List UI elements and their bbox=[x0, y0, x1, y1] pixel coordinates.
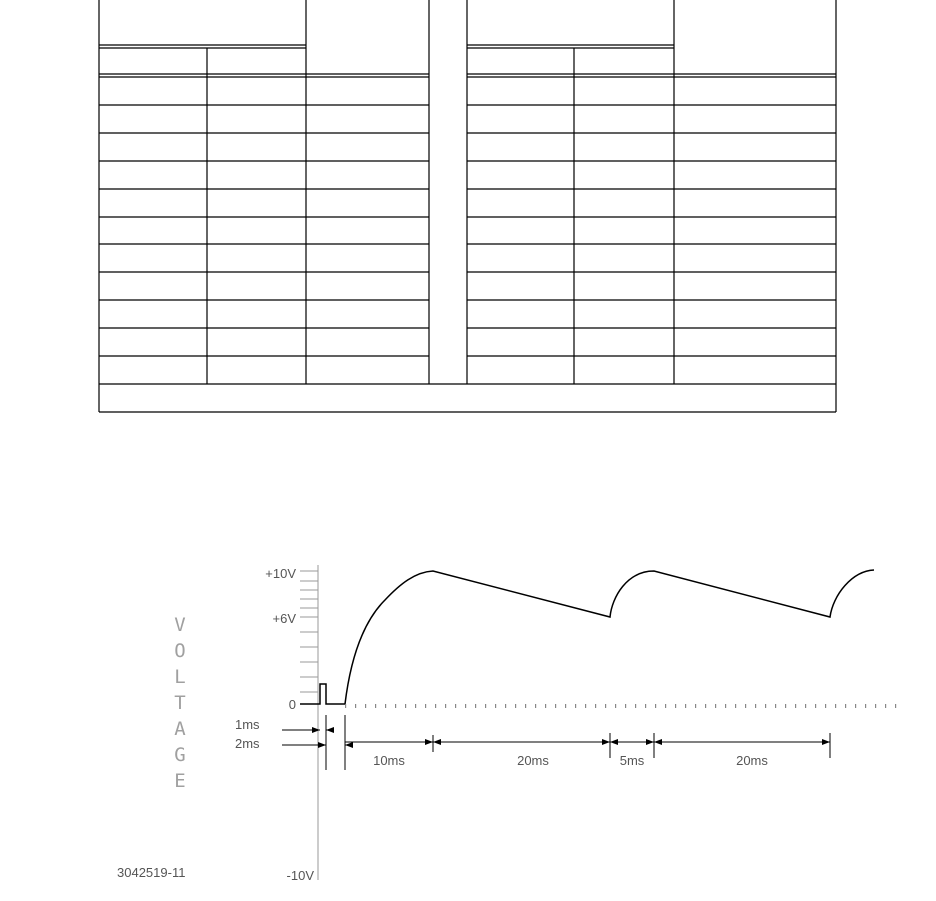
voltage-label-top: +10V bbox=[265, 566, 296, 581]
arrowhead bbox=[326, 727, 334, 733]
axis-title-letter: O bbox=[174, 640, 186, 662]
arrowhead bbox=[646, 739, 654, 745]
pulse-delay-label: 2ms bbox=[235, 736, 260, 751]
axis-title-letter: A bbox=[174, 718, 186, 740]
arrowhead bbox=[433, 739, 441, 745]
arrowhead bbox=[610, 739, 618, 745]
axis-title-letter: G bbox=[174, 744, 186, 766]
axis-title-letter: T bbox=[174, 692, 186, 714]
voltage-label-mid: +6V bbox=[272, 611, 296, 626]
arrowhead bbox=[425, 739, 433, 745]
trigger-pulse bbox=[300, 684, 345, 704]
arrowhead bbox=[312, 727, 320, 733]
decay-1-label: 20ms bbox=[517, 753, 549, 768]
arrowhead bbox=[318, 742, 326, 748]
arrowhead bbox=[345, 742, 353, 748]
decay-2-label: 20ms bbox=[736, 753, 768, 768]
voltage-axis-ticks bbox=[300, 571, 318, 692]
pulse-width-label: 1ms bbox=[235, 717, 260, 732]
voltage-label-zero: 0 bbox=[288, 697, 296, 712]
axis-title-letter: V bbox=[174, 614, 186, 636]
voltage-label-bottom: -10V bbox=[286, 868, 314, 883]
axis-title-letter: E bbox=[174, 770, 186, 792]
rise-time-label: 10ms bbox=[373, 753, 405, 768]
recharge-label: 5ms bbox=[619, 753, 645, 768]
voltage-waveform-diagram bbox=[117, 565, 900, 883]
blank-data-table bbox=[99, 0, 836, 412]
arrowhead bbox=[822, 739, 830, 745]
axis-title-letter: L bbox=[174, 666, 186, 688]
arrowhead bbox=[602, 739, 610, 745]
arrowhead bbox=[654, 739, 662, 745]
figure-id: 3042519-11 bbox=[117, 865, 186, 880]
voltage-curve bbox=[345, 570, 874, 704]
